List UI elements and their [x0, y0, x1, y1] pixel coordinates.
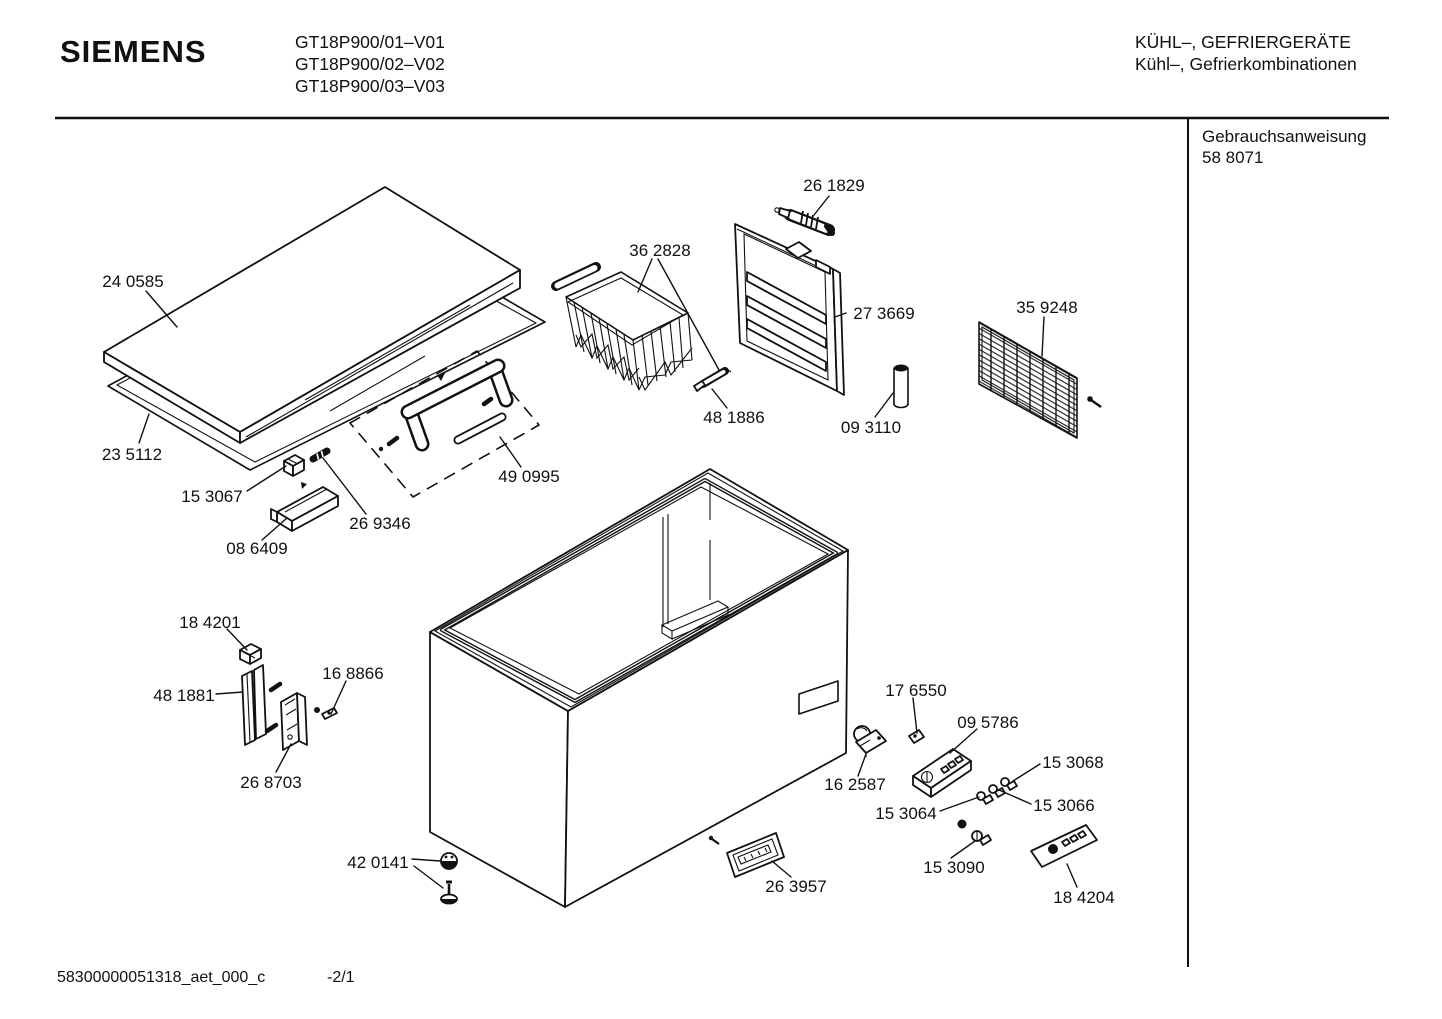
part-label-27-3669: 27 3669 — [853, 304, 915, 323]
model-line-2: GT18P900/02–V02 — [295, 54, 445, 74]
basket-drawing — [556, 267, 692, 390]
manual-label: Gebrauchsanweisung — [1202, 127, 1367, 146]
part-label-15-3090: 15 3090 — [923, 858, 985, 877]
hinge-body-drawing — [267, 684, 307, 750]
part-label-15-3064: 15 3064 — [875, 804, 937, 823]
brand-logo: SIEMENS — [60, 34, 207, 69]
part-label-49-0995: 49 0995 — [498, 467, 560, 486]
part-label-08-6409: 08 6409 — [226, 539, 288, 558]
part-label-26-9346: 26 9346 — [349, 514, 411, 533]
lock-piece-drawing — [284, 455, 307, 489]
thermometer-drawing — [775, 208, 832, 233]
hinge-plate-drawing — [242, 665, 266, 745]
category-line-1: KÜHL–, GEFRIERGERÄTE — [1135, 32, 1351, 52]
foot-drawing — [441, 853, 457, 904]
part-label-18-4204: 18 4204 — [1053, 888, 1115, 907]
part-label-26-8703: 26 8703 — [240, 773, 302, 792]
category-line-2: Kühl–, Gefrierkombinationen — [1135, 54, 1357, 74]
part-label-09-5786: 09 5786 — [957, 713, 1019, 732]
part-label-15-3068: 15 3068 — [1042, 753, 1104, 772]
part-label-35-9248: 35 9248 — [1016, 298, 1078, 317]
part-label-26-1829: 26 1829 — [803, 176, 865, 195]
part-label-17-6550: 17 6550 — [885, 681, 947, 700]
document-id: 58300000051318_aet_000_c — [57, 969, 266, 986]
part-label-48-1881: 48 1881 — [153, 686, 215, 705]
part-label-16-8866: 16 8866 — [322, 664, 384, 683]
part-label-16-2587: 16 2587 — [824, 775, 886, 794]
part-label-26-3957: 26 3957 — [765, 877, 827, 896]
part-label-15-3067: 15 3067 — [181, 487, 243, 506]
grille-drawing — [979, 322, 1101, 438]
badge-drawing — [1031, 825, 1097, 867]
tube-drawing — [894, 365, 908, 408]
hinge-bracket-drawing — [240, 644, 261, 664]
lamp-cluster-drawing — [977, 778, 1017, 804]
partition-drawing — [735, 224, 844, 395]
grille-screw — [1087, 396, 1101, 407]
part-label-42-0141: 42 0141 — [347, 853, 409, 872]
cover-drawing — [271, 487, 338, 531]
cabinet-drawing — [430, 469, 848, 907]
vent-grille-drawing — [709, 833, 784, 877]
manual-number: 58 8071 — [1202, 148, 1264, 167]
part-label-23-5112: 23 5112 — [101, 445, 163, 464]
part-label-48-1886: 48 1886 — [703, 408, 765, 427]
thermostat-drawing — [854, 726, 886, 757]
part-label-24-0585: 24 0585 — [102, 272, 164, 291]
part-label-18-4201: 18 4201 — [179, 613, 241, 632]
control-panel-drawing — [913, 749, 971, 797]
model-line-3: GT18P900/03–V03 — [295, 76, 445, 96]
page-footer — [57, 969, 355, 986]
page-number: -2/1 — [327, 969, 355, 986]
part-label-36-2828: 36 2828 — [629, 241, 691, 260]
pin-drawing — [313, 451, 327, 460]
model-line-1: GT18P900/01–V01 — [295, 32, 445, 52]
part-label-09-3110: 09 3110 — [840, 418, 902, 437]
basket-handle-drawing — [694, 368, 731, 391]
part-label-15-3066: 15 3066 — [1033, 796, 1095, 815]
